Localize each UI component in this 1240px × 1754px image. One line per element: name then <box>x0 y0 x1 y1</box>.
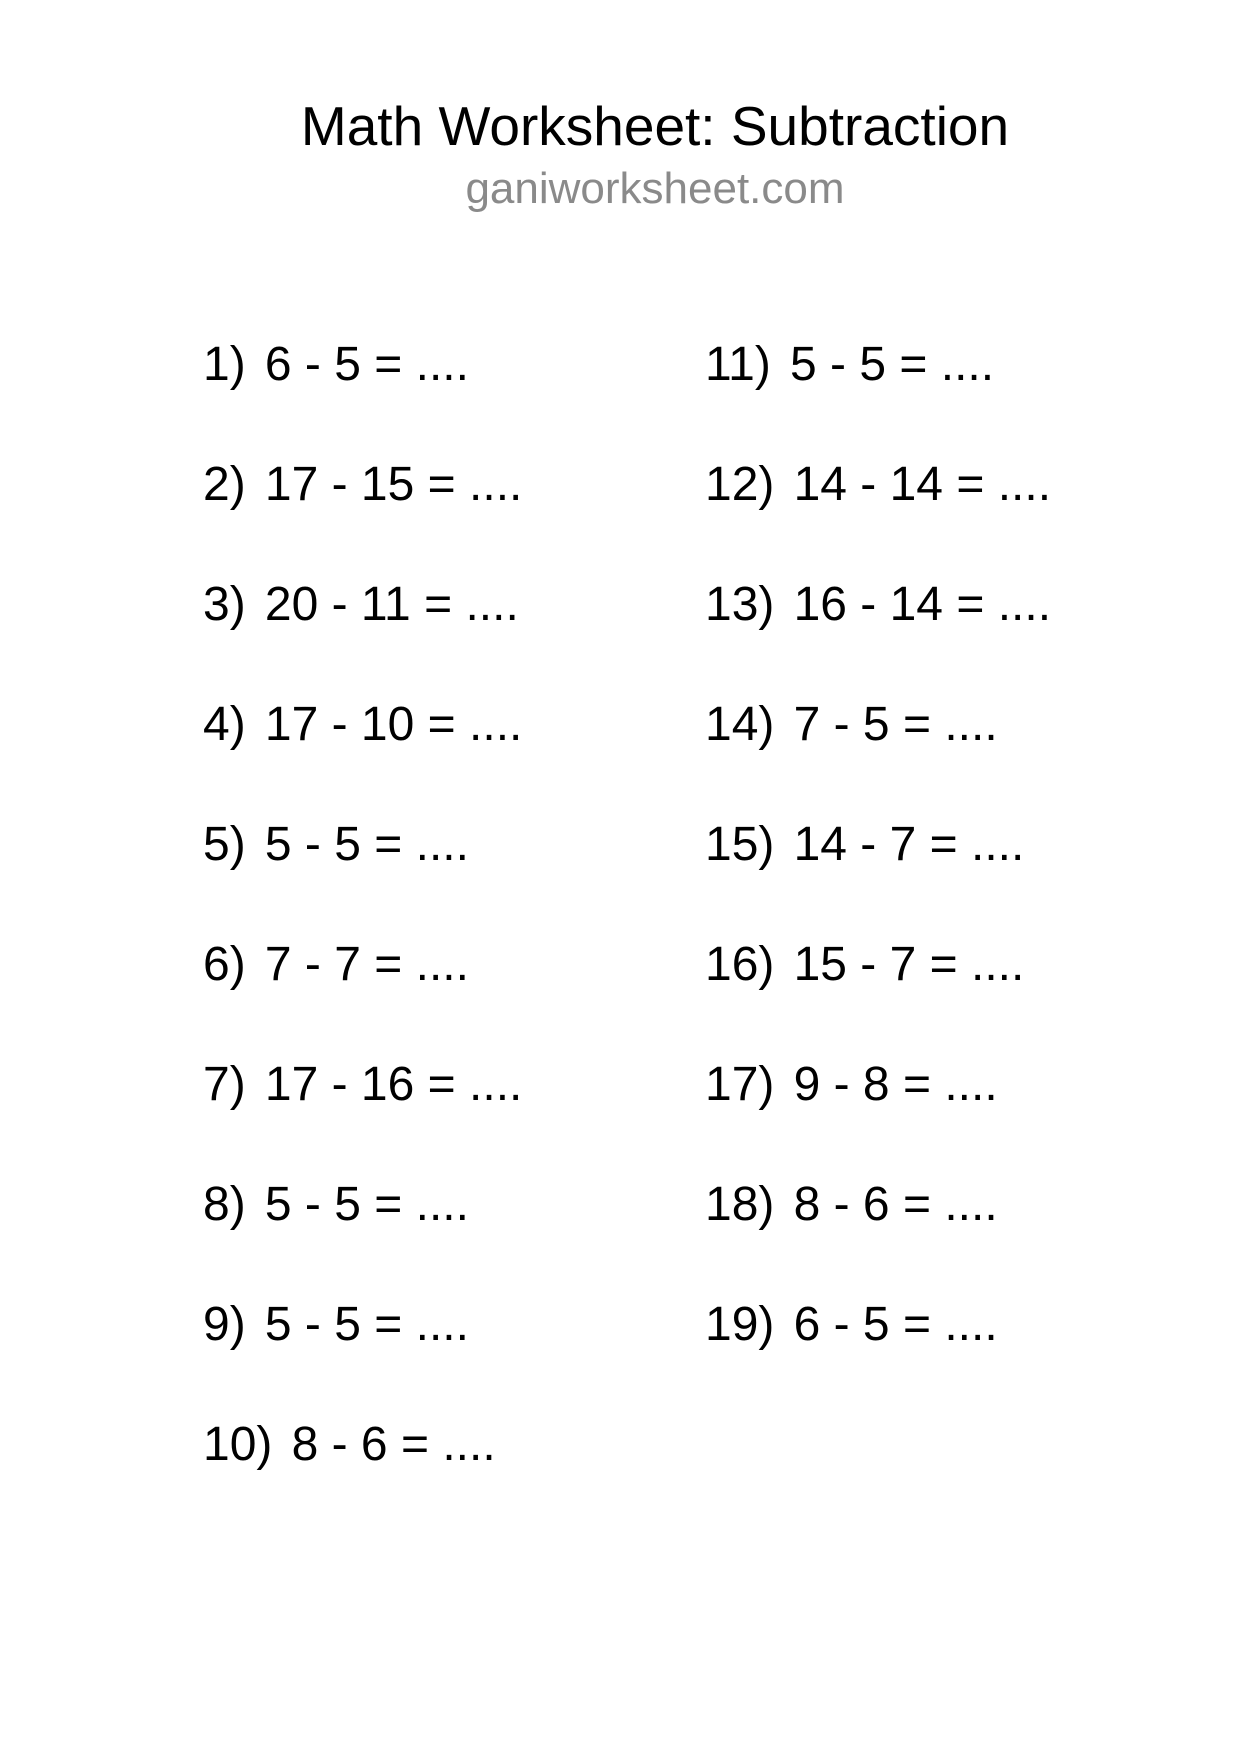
problem-row <box>203 1420 522 1540</box>
problem-number: 18) <box>705 1178 775 1231</box>
page-title: Math Worksheet: Subtraction <box>300 95 1010 157</box>
problem-expression: 14 - 14 = .... <box>793 458 1052 511</box>
problem-expression: 14 - 7 = .... <box>793 818 1025 871</box>
problem-row <box>203 820 522 940</box>
problem-expression: 17 - 10 = .... <box>264 698 523 751</box>
problem-row <box>705 820 1051 940</box>
problem-expression: 9 - 8 = .... <box>793 1058 998 1111</box>
problem-number: 5) <box>203 818 246 871</box>
problem-expression: 5 - 5 = .... <box>264 1298 469 1351</box>
problem-number: 17) <box>705 1058 775 1111</box>
problem-expression: 5 - 5 = .... <box>790 338 995 391</box>
problem-expression: 17 - 15 = .... <box>264 458 523 511</box>
problem-number: 9) <box>203 1298 246 1351</box>
problem-expression: 20 - 11 = .... <box>264 578 519 631</box>
problem-number: 4) <box>203 698 246 751</box>
problem-row <box>705 460 1051 580</box>
problem-row <box>203 340 522 460</box>
problem-row <box>203 940 522 1060</box>
problem-number: 19) <box>705 1298 775 1351</box>
problem-expression: 16 - 14 = .... <box>793 578 1052 631</box>
problem-row <box>203 460 522 580</box>
site-name: ganiworksheet.com <box>465 163 845 213</box>
problem-column-left <box>203 340 522 1540</box>
problem-row <box>705 580 1051 700</box>
problem-number: 10) <box>203 1418 273 1471</box>
problem-row <box>203 1300 522 1420</box>
problem-row <box>203 700 522 820</box>
problem-row <box>203 580 522 700</box>
problem-expression: 5 - 5 = .... <box>264 818 469 871</box>
problem-expression: 17 - 16 = .... <box>264 1058 523 1111</box>
problem-row <box>705 340 1051 460</box>
problem-expression: 7 - 7 = .... <box>264 938 469 991</box>
problem-number: 16) <box>705 938 775 991</box>
problem-row <box>705 1060 1051 1180</box>
problem-row <box>705 940 1051 1060</box>
problem-number: 6) <box>203 938 246 991</box>
worksheet-header <box>70 0 1240 213</box>
problem-number: 7) <box>203 1058 246 1111</box>
problem-number: 11) <box>705 338 771 391</box>
problem-expression: 6 - 5 = .... <box>793 1298 998 1351</box>
problem-expression: 8 - 6 = .... <box>291 1418 496 1471</box>
problem-row <box>705 1300 1051 1420</box>
problem-expression: 6 - 5 = .... <box>264 338 469 391</box>
problem-number: 3) <box>203 578 246 631</box>
problem-row <box>705 1180 1051 1300</box>
problem-number: 8) <box>203 1178 246 1231</box>
problem-number: 14) <box>705 698 775 751</box>
problem-column-right <box>705 340 1051 1420</box>
problem-expression: 5 - 5 = .... <box>264 1178 469 1231</box>
problem-row <box>705 700 1051 820</box>
problem-row <box>203 1060 522 1180</box>
problem-number: 2) <box>203 458 246 511</box>
problem-number: 15) <box>705 818 775 871</box>
problem-number: 13) <box>705 578 775 631</box>
problem-number: 1) <box>203 338 246 391</box>
problem-expression: 15 - 7 = .... <box>793 938 1025 991</box>
problem-row <box>203 1180 522 1300</box>
problem-expression: 7 - 5 = .... <box>793 698 998 751</box>
problem-number: 12) <box>705 458 775 511</box>
problem-expression: 8 - 6 = .... <box>793 1178 998 1231</box>
